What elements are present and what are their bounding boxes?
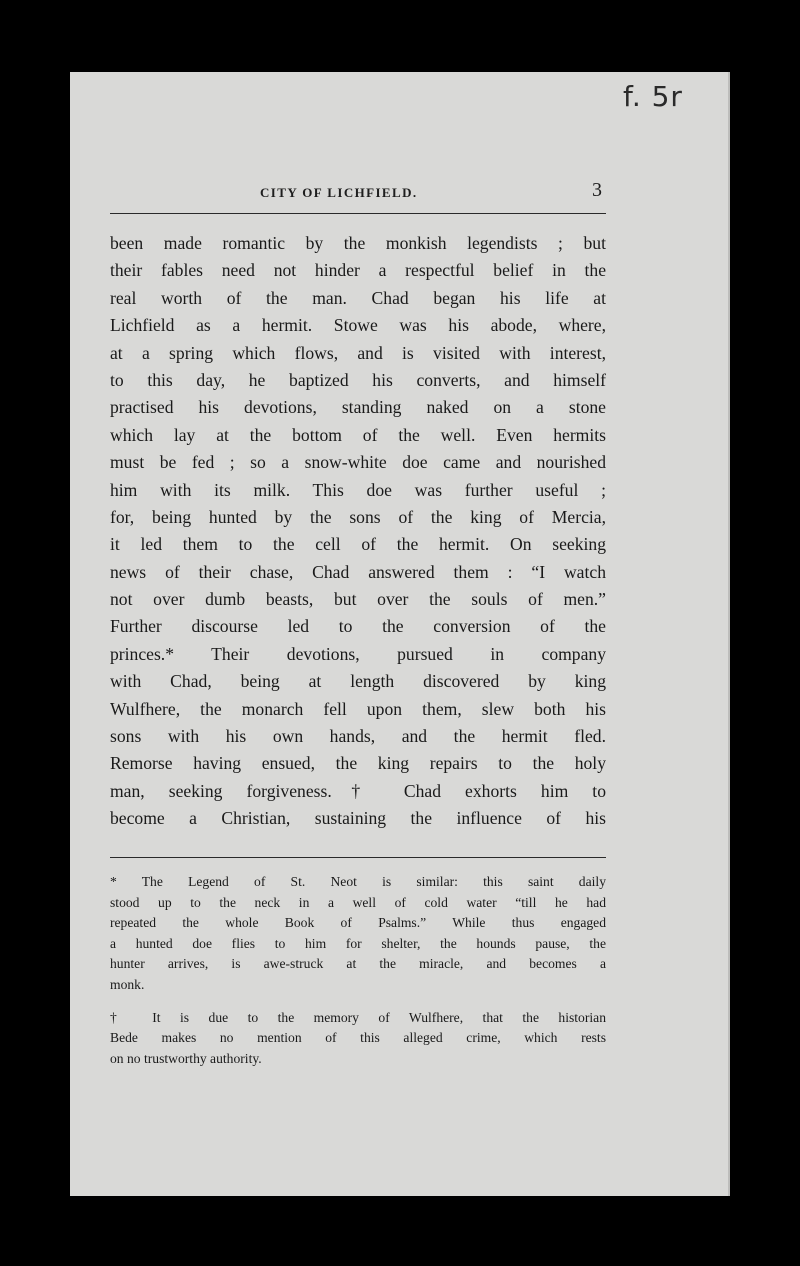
footnote-1-line: a hunted doe flies to him for shelter, the hounds pause, the [110, 935, 606, 951]
body-line: news of their chase, Chad answered them : “I watch [110, 561, 606, 582]
body-line: man, seeking forgiveness.† Chad exhorts him to [110, 780, 606, 801]
body-line: sons with his own hands, and the hermit fled. [110, 726, 606, 747]
body-line: with Chad, being at length discovered by king [110, 671, 606, 692]
footnote-1-line: hunter arrives, is awe-struck at the miracle, and becomes a [110, 956, 606, 972]
body-line: their fables need not hinder a respectful belief in the [110, 260, 606, 281]
book-page [70, 72, 730, 1196]
footnote-1-line: * The Legend of St. Neot is similar: this saint daily [110, 874, 606, 889]
footnote-2-line: † It is due to the memory of Wulfhere, that the historian [110, 1009, 606, 1025]
body-line: Lichfield as a hermit. Stowe was his abode, where, [110, 315, 606, 336]
footnote-1-line: monk. [110, 976, 145, 992]
body-line: at a spring which flows, and is visited with interest, [110, 342, 606, 363]
body-line: it led them to the cell of the hermit. On seeking [110, 534, 606, 555]
body-line: him with its milk. This doe was further useful ; [110, 479, 606, 500]
running-title: CITY OF LICHFIELD. [260, 185, 418, 200]
body-line: real worth of the man. Chad began his life at [110, 287, 606, 308]
footnote-1-line: stood up to the neck in a well of cold water “till he had [110, 894, 606, 910]
footnote-1-line: repeated the whole Book of Psalms.” While thus engaged [110, 915, 606, 931]
footnote-rule [110, 857, 606, 858]
body-line: not over dumb beasts, but over the souls of men.” [110, 589, 606, 610]
page-number: 3 [592, 179, 602, 201]
footnotes [110, 872, 606, 1069]
body-text [110, 230, 606, 833]
body-line: which lay at the bottom of the well. Even hermits [110, 424, 606, 445]
running-head [110, 177, 606, 207]
body-line: practised his devotions, standing naked on a stone [110, 397, 606, 418]
footnote-2-line: Bede makes no mention of this alleged crime, which rests [110, 1030, 606, 1046]
body-line: been made romantic by the monkish legendists ; but [110, 233, 606, 253]
body-line: must be fed ; so a snow-white doe came and nourished [110, 452, 606, 473]
body-line: for, being hunted by the sons of the king of Mercia, [110, 506, 606, 527]
body-line: to this day, he baptized his converts, and himself [110, 369, 606, 390]
body-line: Wulfhere, the monarch fell upon them, slew both his [110, 698, 606, 719]
footnote-2-line: on no trustworthy authority. [110, 1050, 262, 1066]
body-line: Further discourse led to the conversion of the [110, 616, 606, 637]
folio-annotation: f. 5r [623, 80, 683, 113]
header-rule [110, 213, 606, 214]
body-line: princes.* Their devotions, pursued in company [110, 643, 606, 664]
body-line: Remorse having ensued, the king repairs to the holy [110, 753, 606, 774]
body-line: become a Christian, sustaining the influence of his [110, 808, 606, 829]
